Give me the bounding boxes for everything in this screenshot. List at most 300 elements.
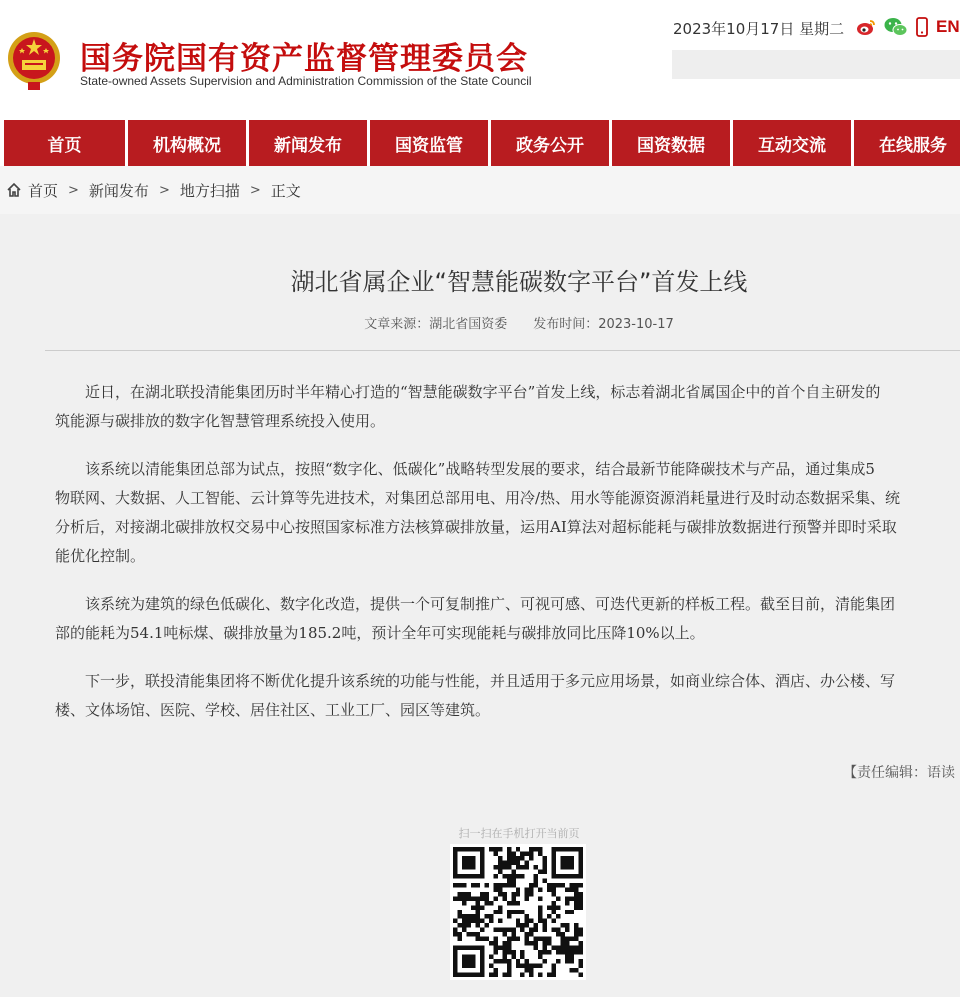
- qr-module: [471, 932, 475, 936]
- qr-module: [552, 946, 556, 950]
- article-title: 湖北省属企业“智慧能碳数字平台”首发上线: [290, 268, 748, 296]
- qr-module: [574, 892, 578, 896]
- qr-module: [466, 860, 470, 864]
- qr-module: [462, 896, 466, 900]
- qr-module: [462, 874, 466, 878]
- qr-module: [480, 946, 484, 950]
- qr-module: [511, 910, 515, 914]
- qr-module: [579, 928, 583, 932]
- qr-module: [570, 860, 574, 864]
- qr-module: [538, 896, 542, 900]
- qr-module: [507, 950, 511, 954]
- paragraph-line: 能优化控制。: [55, 547, 146, 565]
- qr-module: [507, 914, 511, 918]
- qr-module: [453, 959, 457, 963]
- qr-module: [475, 914, 479, 918]
- qr-module: [498, 959, 502, 963]
- qr-module: [525, 932, 529, 936]
- qr-module: [457, 883, 461, 887]
- qr-module: [534, 964, 538, 968]
- qr-module: [462, 856, 466, 860]
- qr-module: [457, 932, 461, 936]
- qr-module: [538, 905, 542, 909]
- qr-module: [565, 896, 569, 900]
- qr-module: [471, 896, 475, 900]
- qr-module: [511, 901, 515, 905]
- qr-module: [493, 928, 497, 932]
- breadcrumb-local-scan[interactable]: 地方扫描: [179, 181, 240, 200]
- qr-module: [480, 964, 484, 968]
- paragraph-line: 下一步，联投清能集团将不断优化提升该系统的功能与性能，并且适用于多元应用场景，如商业综合体、酒店、办公楼、写: [85, 672, 896, 690]
- qr-module: [498, 860, 502, 864]
- qr-module: [538, 869, 542, 873]
- qr-module: [574, 932, 578, 936]
- qr-module: [579, 865, 583, 869]
- qr-module: [466, 932, 470, 936]
- qr-module: [471, 860, 475, 864]
- qr-module: [466, 892, 470, 896]
- qr-module: [511, 937, 515, 941]
- breadcrumb-home[interactable]: 首页: [28, 181, 59, 200]
- qr-module: [502, 946, 506, 950]
- weibo-icon[interactable]: [856, 18, 876, 36]
- qr-module: [538, 937, 542, 941]
- qr-module: [462, 955, 466, 959]
- nav-item-supervision[interactable]: 国资监管: [367, 120, 488, 166]
- qr-module: [457, 923, 461, 927]
- qr-module: [565, 901, 569, 905]
- paragraph-line: 筑能源与碳排放的数字化智慧管理系统投入使用。: [55, 412, 386, 430]
- qr-module: [574, 928, 578, 932]
- qr-module: [475, 923, 479, 927]
- qr-module: [579, 892, 583, 896]
- qr-module: [538, 919, 542, 923]
- qr-module: [520, 964, 524, 968]
- qr-module: [552, 901, 556, 905]
- wechat-icon[interactable]: [884, 17, 908, 37]
- qr-module: [507, 937, 511, 941]
- nav-item-interaction[interactable]: 互动交流: [730, 120, 851, 166]
- qr-module: [565, 856, 569, 860]
- qr-module: [484, 937, 488, 941]
- qr-module: [502, 950, 506, 954]
- qr-module: [561, 950, 565, 954]
- qr-module: [516, 919, 520, 923]
- qr-module: [453, 955, 457, 959]
- qr-module: [570, 937, 574, 941]
- nav-item-data[interactable]: 国资数据: [609, 120, 730, 166]
- english-version-link[interactable]: EN: [936, 17, 960, 36]
- qr-module: [453, 946, 457, 950]
- qr-module: [493, 887, 497, 891]
- qr-module: [475, 896, 479, 900]
- qr-module: [529, 964, 533, 968]
- qr-module: [561, 865, 565, 869]
- qr-module: [480, 896, 484, 900]
- qr-module: [466, 923, 470, 927]
- breadcrumb-separator: >: [68, 182, 79, 198]
- qr-module: [475, 901, 479, 905]
- qr-module: [462, 892, 466, 896]
- qr-module: [543, 941, 547, 945]
- nav-item-home[interactable]: 首页: [0, 120, 125, 166]
- qr-module: [498, 905, 502, 909]
- qr-module: [462, 946, 466, 950]
- qr-module: [543, 950, 547, 954]
- qr-module: [525, 851, 529, 855]
- article: [0, 214, 960, 997]
- qr-module: [471, 847, 475, 851]
- qr-module: [579, 847, 583, 851]
- qr-module: [579, 856, 583, 860]
- qr-module: [462, 919, 466, 923]
- qr-module: [570, 883, 574, 887]
- qr-module: [529, 883, 533, 887]
- qr-module: [511, 928, 515, 932]
- qr-module: [525, 914, 529, 918]
- qr-module: [579, 851, 583, 855]
- qr-module: [543, 865, 547, 869]
- qr-module: [462, 883, 466, 887]
- qr-code: [450, 844, 586, 980]
- qr-module: [516, 964, 520, 968]
- qr-module: [498, 847, 502, 851]
- qr-module: [462, 923, 466, 927]
- qr-module: [453, 896, 457, 900]
- qr-module: [498, 883, 502, 887]
- qr-module: [493, 851, 497, 855]
- qr-module: [565, 887, 569, 891]
- qr-module: [511, 950, 515, 954]
- qr-module: [471, 883, 475, 887]
- qr-module: [493, 910, 497, 914]
- qr-module: [579, 946, 583, 950]
- qr-module: [462, 928, 466, 932]
- qr-module: [502, 955, 506, 959]
- qr-module: [507, 847, 511, 851]
- qr-module: [556, 950, 560, 954]
- nav-item-online-services[interactable]: 在线服务: [851, 120, 960, 166]
- qr-module: [570, 950, 574, 954]
- qr-module: [484, 923, 488, 927]
- qr-module: [543, 959, 547, 963]
- qr-module: [493, 959, 497, 963]
- qr-module: [525, 937, 529, 941]
- qr-module: [525, 941, 529, 945]
- qr-module: [574, 887, 578, 891]
- qr-module: [561, 946, 565, 950]
- qr-module: [552, 860, 556, 864]
- qr-module: [565, 955, 569, 959]
- article-publish-time: 发布时间：2023-10-17: [533, 317, 674, 332]
- qr-module: [471, 919, 475, 923]
- qr-module: [538, 964, 542, 968]
- qr-module: [507, 928, 511, 932]
- qr-module: [552, 973, 556, 977]
- qr-module: [574, 874, 578, 878]
- top-links: [856, 16, 960, 38]
- qr-module: [516, 856, 520, 860]
- qr-module: [547, 973, 551, 977]
- qr-module: [471, 973, 475, 977]
- qr-module: [489, 914, 493, 918]
- qr-module: [565, 865, 569, 869]
- qr-module: [570, 910, 574, 914]
- qr-module: [453, 973, 457, 977]
- qr-module: [520, 950, 524, 954]
- article-body: [55, 378, 960, 744]
- qr-module: [570, 946, 574, 950]
- qr-module: [466, 896, 470, 900]
- qr-module: [498, 928, 502, 932]
- qr-module: [475, 937, 479, 941]
- qr-module: [480, 856, 484, 860]
- qr-code-image: [453, 847, 583, 977]
- breadcrumb-news[interactable]: 新闻发布: [88, 181, 149, 200]
- qr-module: [556, 914, 560, 918]
- qr-module: [498, 892, 502, 896]
- qr-module: [529, 892, 533, 896]
- qr-module: [493, 973, 497, 977]
- current-date: 2023年10月17日 星期二: [673, 20, 845, 38]
- qr-module: [565, 928, 569, 932]
- qr-module: [480, 973, 484, 977]
- qr-module: [538, 914, 542, 918]
- qr-module: [520, 928, 524, 932]
- qr-module: [462, 964, 466, 968]
- search-box[interactable]: [672, 50, 960, 79]
- qr-module: [466, 959, 470, 963]
- qr-module: [457, 973, 461, 977]
- qr-module: [552, 874, 556, 878]
- qr-module: [543, 937, 547, 941]
- home-icon: [6, 182, 22, 198]
- article-paragraph: [55, 455, 960, 571]
- article-paragraph: [55, 590, 960, 648]
- qr-module: [516, 887, 520, 891]
- qr-module: [498, 919, 502, 923]
- qr-module: [502, 860, 506, 864]
- qr-module: [462, 860, 466, 864]
- qr-module: [534, 874, 538, 878]
- article-meta: [0, 313, 960, 332]
- qr-module: [534, 941, 538, 945]
- qr-module: [457, 874, 461, 878]
- qr-module: [547, 937, 551, 941]
- qr-module: [556, 874, 560, 878]
- nav-item-about[interactable]: 机构概况: [125, 120, 246, 166]
- qr-module: [507, 946, 511, 950]
- qr-module: [570, 847, 574, 851]
- qr-module: [529, 851, 533, 855]
- qr-module: [529, 887, 533, 891]
- qr-module: [480, 851, 484, 855]
- qr-module: [570, 955, 574, 959]
- qr-module: [480, 928, 484, 932]
- qr-module: [579, 860, 583, 864]
- qr-module: [475, 919, 479, 923]
- qr-module: [579, 901, 583, 905]
- qr-module: [453, 856, 457, 860]
- qr-module: [547, 941, 551, 945]
- qr-module: [457, 914, 461, 918]
- qr-module: [502, 973, 506, 977]
- breadcrumb: [0, 166, 960, 214]
- qr-module: [475, 910, 479, 914]
- qr-module: [475, 847, 479, 851]
- qr-module: [552, 887, 556, 891]
- qr-module: [556, 883, 560, 887]
- qr-module: [502, 959, 506, 963]
- qr-module: [466, 874, 470, 878]
- qr-module: [462, 901, 466, 905]
- qr-module: [574, 946, 578, 950]
- qr-module: [471, 964, 475, 968]
- qr-module: [520, 973, 524, 977]
- qr-module: [529, 847, 533, 851]
- qr-module: [552, 869, 556, 873]
- main-nav: [0, 120, 960, 166]
- qr-module: [484, 896, 488, 900]
- qr-module: [543, 878, 547, 882]
- qr-module: [565, 847, 569, 851]
- qr-module: [489, 964, 493, 968]
- qr-module: [480, 937, 484, 941]
- qr-module: [520, 955, 524, 959]
- qr-module: [466, 964, 470, 968]
- qr-module: [466, 919, 470, 923]
- qr-module: [579, 874, 583, 878]
- qr-module: [534, 878, 538, 882]
- qr-module: [543, 923, 547, 927]
- qr-module: [565, 959, 569, 963]
- qr-module: [489, 955, 493, 959]
- qr-module: [561, 847, 565, 851]
- qr-module: [511, 874, 515, 878]
- qr-module: [480, 892, 484, 896]
- qr-module: [475, 946, 479, 950]
- qr-module: [529, 919, 533, 923]
- qr-module: [502, 865, 506, 869]
- qr-module: [453, 865, 457, 869]
- qr-module: [493, 847, 497, 851]
- qr-module: [520, 923, 524, 927]
- qr-module: [489, 941, 493, 945]
- qr-module: [579, 883, 583, 887]
- mobile-icon[interactable]: [916, 17, 928, 37]
- qr-module: [475, 905, 479, 909]
- qr-module: [453, 883, 457, 887]
- qr-module: [570, 896, 574, 900]
- qr-module: [543, 860, 547, 864]
- qr-module: [579, 905, 583, 909]
- qr-module: [574, 937, 578, 941]
- qr-module: [507, 851, 511, 855]
- qr-module: [480, 950, 484, 954]
- site-subtitle: State-owned Assets Supervision and Administration Commission of the State Council: [80, 74, 532, 88]
- national-emblem-icon[interactable]: [6, 30, 62, 92]
- qr-module: [516, 901, 520, 905]
- qr-module: [511, 869, 515, 873]
- nav-item-government-affairs[interactable]: 政务公开: [488, 120, 609, 166]
- qr-module: [453, 928, 457, 932]
- qr-module: [565, 941, 569, 945]
- qr-module: [466, 865, 470, 869]
- qr-module: [462, 847, 466, 851]
- qr-module: [489, 973, 493, 977]
- qr-module: [529, 856, 533, 860]
- qr-module: [480, 905, 484, 909]
- qr-module: [525, 923, 529, 927]
- qr-module: [538, 955, 542, 959]
- qr-module: [466, 973, 470, 977]
- qr-module: [570, 865, 574, 869]
- qr-module: [565, 946, 569, 950]
- qr-module: [547, 883, 551, 887]
- qr-module: [538, 851, 542, 855]
- qr-module: [579, 932, 583, 936]
- qr-module: [570, 968, 574, 972]
- qr-module: [480, 860, 484, 864]
- qr-module: [498, 869, 502, 873]
- qr-module: [507, 959, 511, 963]
- qr-module: [579, 973, 583, 977]
- qr-module: [480, 847, 484, 851]
- qr-module: [466, 856, 470, 860]
- qr-module: [525, 860, 529, 864]
- qr-module: [493, 950, 497, 954]
- qr-module: [570, 874, 574, 878]
- qr-module: [525, 919, 529, 923]
- qr-module: [493, 941, 497, 945]
- qr-module: [475, 874, 479, 878]
- qr-module: [565, 860, 569, 864]
- qr-module: [471, 914, 475, 918]
- qr-module: [529, 941, 533, 945]
- qr-module: [453, 964, 457, 968]
- qr-module: [556, 932, 560, 936]
- qr-module: [520, 865, 524, 869]
- qr-module: [570, 856, 574, 860]
- qr-module: [552, 928, 556, 932]
- qr-module: [543, 869, 547, 873]
- qr-module: [457, 937, 461, 941]
- paragraph-line: 该系统以清能集团总部为试点，按照“数字化、低碳化”战略转型发展的要求，结合最新节能降碳技术与产品，通过集成5: [85, 460, 875, 478]
- qr-module: [570, 887, 574, 891]
- qr-module: [552, 964, 556, 968]
- qr-module: [579, 959, 583, 963]
- qr-module: [453, 851, 457, 855]
- qr-module: [507, 856, 511, 860]
- article-paragraph: [55, 378, 960, 436]
- qr-module: [565, 950, 569, 954]
- qr-module: [507, 964, 511, 968]
- qr-module: [579, 950, 583, 954]
- site-title[interactable]: 国务院国有资产监督管理委员会: [80, 41, 528, 77]
- qr-module: [543, 946, 547, 950]
- qr-module: [561, 860, 565, 864]
- qr-module: [556, 928, 560, 932]
- qr-module: [457, 896, 461, 900]
- qr-module: [556, 847, 560, 851]
- qr-module: [552, 847, 556, 851]
- qr-module: [471, 874, 475, 878]
- qr-module: [534, 847, 538, 851]
- nav-item-news[interactable]: 新闻发布: [246, 120, 367, 166]
- qr-module: [525, 896, 529, 900]
- qr-module: [471, 905, 475, 909]
- qr-module: [480, 959, 484, 963]
